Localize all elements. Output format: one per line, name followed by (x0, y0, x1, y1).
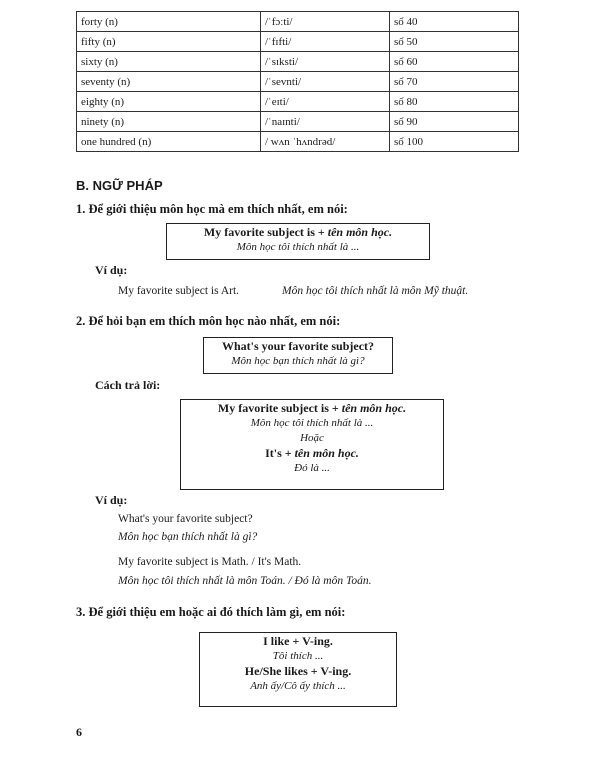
formula-4-line2: Tôi thích ... (272, 650, 324, 662)
vocabulary-table (76, 11, 519, 152)
answer-label: Cách trả lời: (95, 378, 161, 392)
page-number: 6 (76, 725, 82, 739)
formula-1-translation: Môn học tôi thích nhất là ... (236, 241, 360, 253)
section-heading: B. NGỮ PHÁP (76, 178, 163, 193)
formula-3-alt-text: It's + (265, 446, 295, 460)
ipa-cell: / wʌn ˈhʌndrəd/ (261, 132, 390, 152)
formula-2-question: What's your favorite subject? (221, 339, 375, 353)
table-row (77, 112, 519, 132)
example-label-2: Ví dụ: (95, 493, 128, 507)
formula-4-line4: Anh ấy/Cô ấy thích ... (250, 680, 346, 692)
formula-3-alt-translation: Đó là ... (294, 462, 330, 474)
formula-2-translation: Môn học bạn thích nhất là gì? (231, 355, 365, 367)
question-2: 2. Để hỏi bạn em thích môn học nào nhất, em nói: (76, 314, 341, 328)
example-label-1: Ví dụ: (95, 263, 128, 277)
formula-3-alt-placeholder: tên môn học. (294, 446, 359, 460)
formula-4-line3: He/She likes + V-ing. (244, 664, 352, 678)
example-1-vietnamese: Môn học tôi thích nhất là môn Mỹ thuật. (282, 285, 469, 297)
example-3-english: My favorite subject is Math. / It's Math. (118, 556, 302, 568)
vocabulary-table-body (77, 12, 519, 152)
example-3-vietnamese: Môn học tôi thích nhất là môn Toán. / Đó là môn Toán. (118, 575, 372, 587)
word-cell: one hundred (n) (77, 132, 261, 152)
word-cell: ninety (n) (77, 112, 261, 132)
word-cell: forty (n) (77, 12, 261, 32)
meaning-cell: số 90 (390, 112, 519, 132)
formula-box-4 (199, 632, 397, 707)
question-3: 3. Để giới thiệu em hoặc ai đó thích làm gì, em nói: (76, 605, 346, 619)
table-row (77, 132, 519, 152)
question-1: 1. Để giới thiệu môn học mà em thích nhất, em nói: (76, 202, 348, 216)
formula-3-or: Hoặc (300, 432, 324, 444)
meaning-cell: số 50 (390, 32, 519, 52)
ipa-cell: /ˈeɪti/ (261, 92, 390, 112)
formula-3-translation: Môn học tôi thích nhất là ... (250, 417, 374, 429)
example-2-english: What's your favorite subject? (118, 513, 253, 525)
table-row (77, 52, 519, 72)
word-cell: fifty (n) (77, 32, 261, 52)
table-row (77, 32, 519, 52)
ipa-cell: /ˈsɪksti/ (261, 52, 390, 72)
example-2-vietnamese: Môn học bạn thích nhất là gì? (118, 531, 258, 543)
meaning-cell: số 80 (390, 92, 519, 112)
meaning-cell: số 40 (390, 12, 519, 32)
formula-1-placeholder: tên môn học. (327, 225, 393, 239)
formula-1-text: My favorite subject is + (203, 225, 328, 239)
formula-box-3 (180, 399, 444, 490)
meaning-cell: số 60 (390, 52, 519, 72)
word-cell: sixty (n) (77, 52, 261, 72)
ipa-cell: /ˈnaɪnti/ (261, 112, 390, 132)
formula-box-1 (166, 223, 430, 260)
ipa-cell: /ˈfɔːti/ (261, 12, 390, 32)
ipa-cell: /ˈfɪfti/ (261, 32, 390, 52)
formula-3-text: My favorite subject is + (217, 401, 342, 415)
ipa-cell: /ˈsevnti/ (261, 72, 390, 92)
table-row (77, 92, 519, 112)
meaning-cell: số 100 (390, 132, 519, 152)
formula-box-2 (203, 337, 393, 374)
table-row (77, 12, 519, 32)
meaning-cell: số 70 (390, 72, 519, 92)
formula-3-placeholder: tên môn học. (341, 401, 407, 415)
formula-4-line1: I like + V-ing. (263, 634, 333, 648)
example-1-english: My favorite subject is Art. (118, 285, 240, 297)
word-cell: seventy (n) (77, 72, 261, 92)
word-cell: eighty (n) (77, 92, 261, 112)
table-row (77, 72, 519, 92)
